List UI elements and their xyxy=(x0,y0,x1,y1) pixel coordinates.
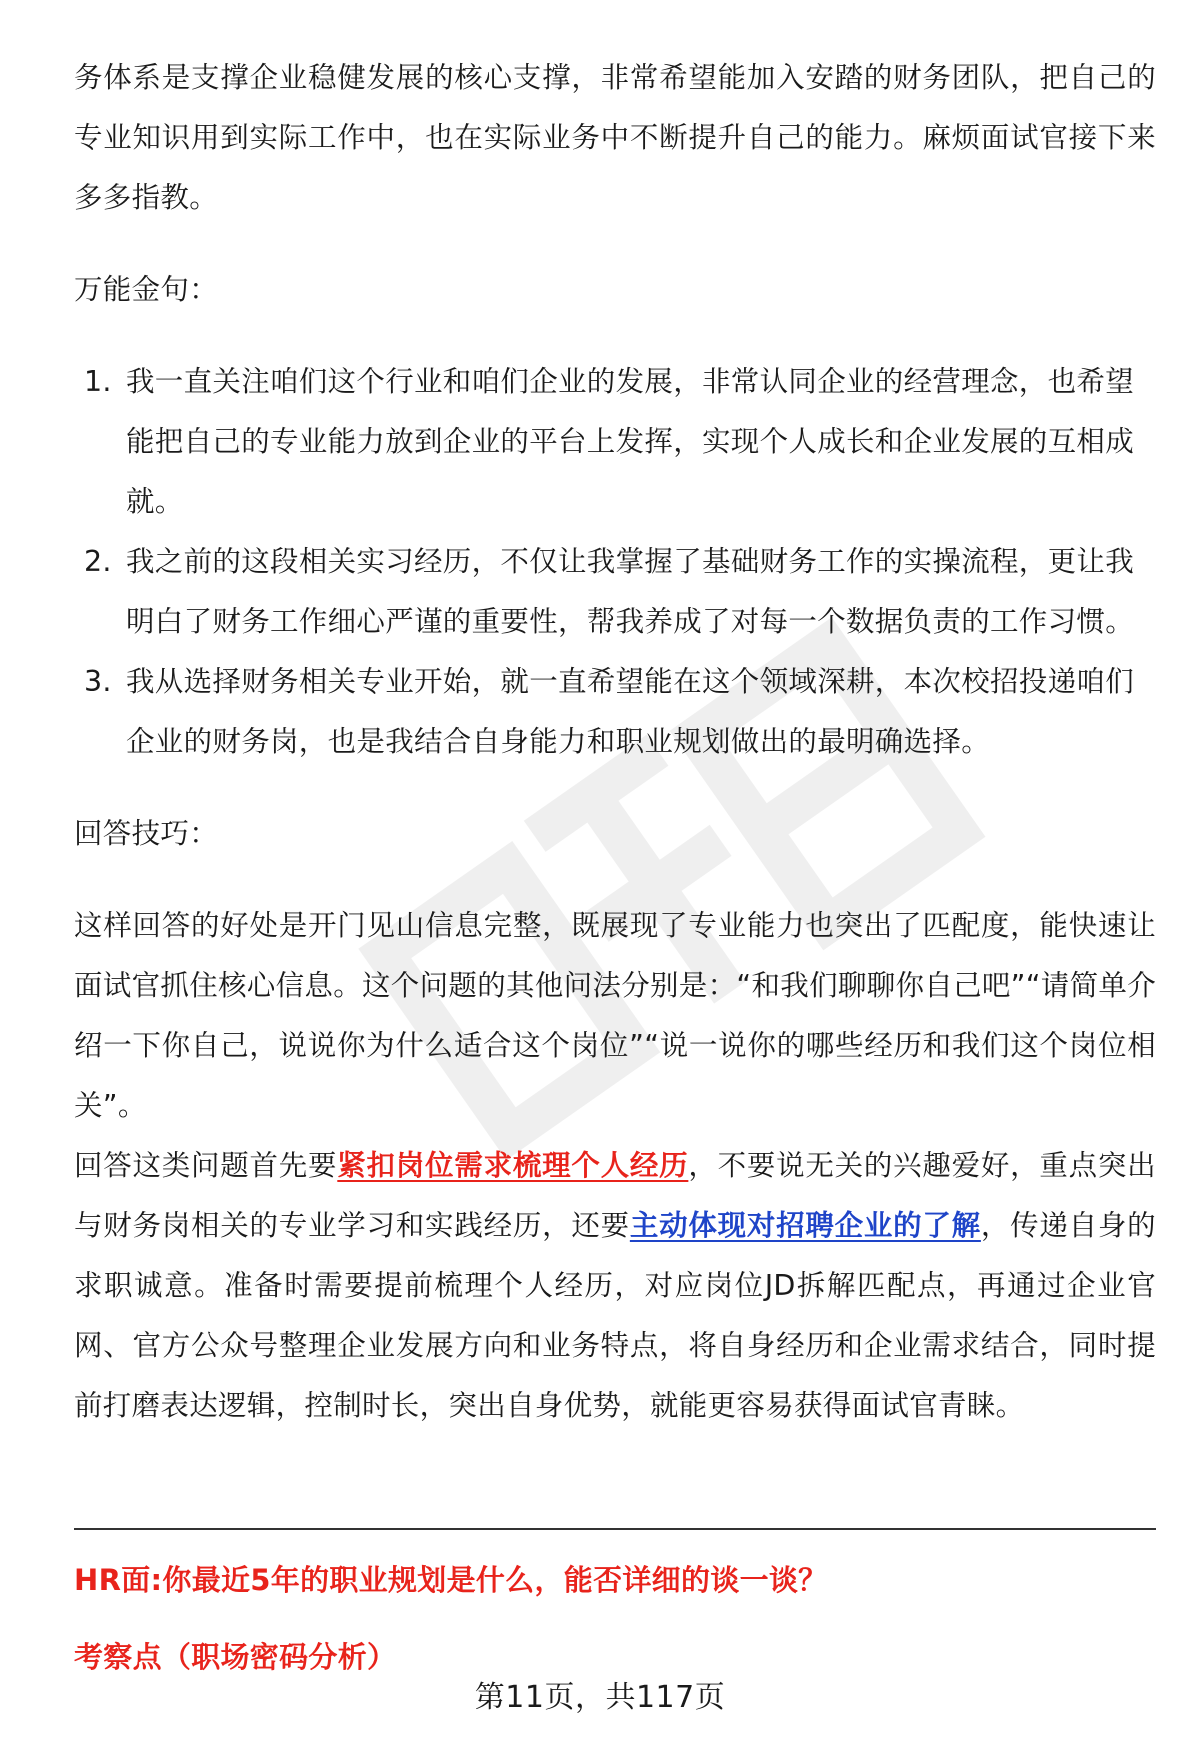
list-number: 1. xyxy=(84,365,112,398)
document-body xyxy=(74,48,1156,1436)
exam-point-heading: 考察点（职场密码分析） xyxy=(74,1640,397,1674)
list-item-text: 我之前的这段相关实习经历，不仅让我掌握了基础财务工作的实操流程，更让我明白了财务工作细心严谨的重要性，帮我养成了对每一个数据负责的工作习惯。 xyxy=(126,545,1135,638)
tips-heading: 回答技巧： xyxy=(74,817,219,850)
list-item-text: 我一直关注咱们这个行业和咱们企业的发展，非常认同企业的经营理念，也希望能把自己的专业能力放到企业的平台上发挥，实现个人成长和企业发展的互相成就。 xyxy=(126,365,1135,518)
next-question-title: HR面:你最近5年的职业规划是什么，能否详细的谈一谈？ xyxy=(74,1563,828,1597)
page-number: 第11页，共117页 xyxy=(474,1680,726,1715)
list-number: 3. xyxy=(84,665,112,698)
list-item xyxy=(74,652,1156,772)
intro-paragraph: 务体系是支撑企业稳健发展的核心支撑，非常希望能加入安踏的财务团队，把自己的专业知识用到实际工作中，也在实际业务中不断提升自己的能力。麻烦面试官接下来多多指教。 xyxy=(74,61,1156,214)
golden-sentences-list xyxy=(74,352,1156,772)
tips-text: 回答这类问题首先要 xyxy=(74,1149,338,1182)
list-item xyxy=(74,352,1156,532)
highlight-blue: 主动体现对招聘企业的了解 xyxy=(629,1209,981,1242)
tips-text: ，传递自身的求职诚意。准备时需要提前梳理个人经历，对应岗位JD拆解匹配点，再通过企业官网、官方公众号整理企业发展方向和业务特点，将自身经历和企业需求结合，同时提前打磨表达逻辑，控制时长，突出自身优势，就能更容易获得面试官青睐。 xyxy=(74,1209,1156,1422)
golden-sentences-heading: 万能金句： xyxy=(74,273,219,306)
tips-text: ，不要说无关的兴趣爱好，重点突出与财务岗相关的专业学习和实践经历，还要 xyxy=(74,1149,1156,1242)
list-number: 2. xyxy=(84,545,112,578)
list-item xyxy=(74,532,1156,652)
highlight-red: 紧扣岗位需求梳理个人经历 xyxy=(337,1149,689,1182)
list-item-text: 我从选择财务相关专业开始，就一直希望能在这个领域深耕，本次校招投递咱们企业的财务岗，也是我结合自身能力和职业规划做出的最明确选择。 xyxy=(126,665,1135,758)
tips-paragraph-1: 这样回答的好处是开门见山信息完整，既展现了专业能力也突出了匹配度，能快速让面试官抓住核心信息。这个问题的其他问法分别是：“和我们聊聊你自己吧”“请简单介绍一下你自己，说说你为什么适合这个岗位”“说一说你的哪些经历和我们这个岗位相关”。 xyxy=(74,909,1156,1122)
tips-paragraph-2 xyxy=(74,1136,1156,1436)
section-divider xyxy=(74,1528,1156,1530)
